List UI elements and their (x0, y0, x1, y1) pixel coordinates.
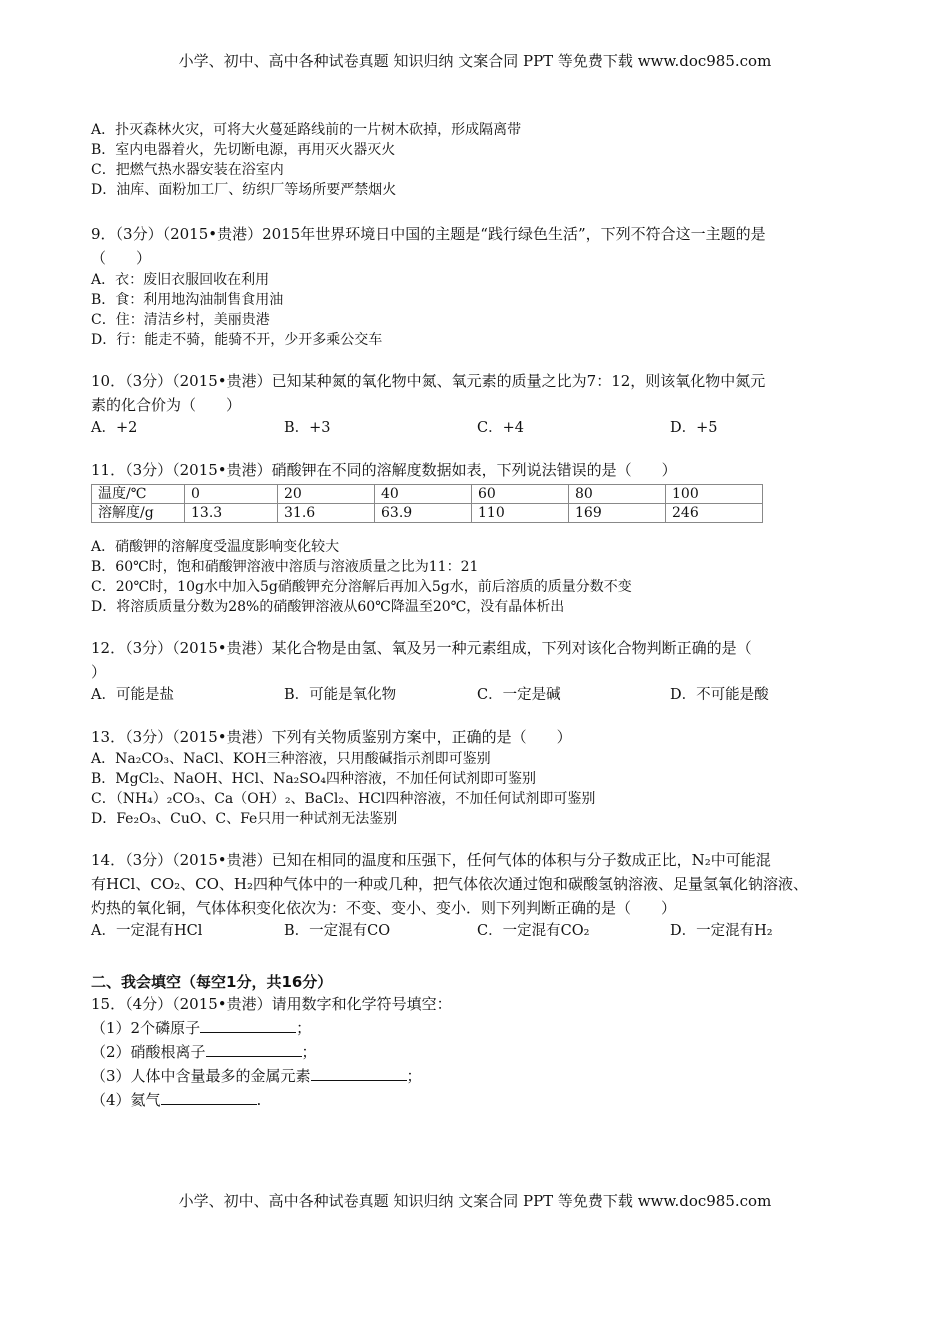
q10-option-b: B．+3 (284, 420, 331, 436)
q12-stem: 12．（3分）（2015•贵港）某化合物是由氢、氧及另一种元素组成，下列对该化合物判断正确的是（ (91, 639, 752, 657)
section-title: 二、我会填空（每空1分，共16分） (91, 973, 333, 991)
q11-option-a: A．硝酸钾的溶解度受温度影响变化较大 (91, 539, 340, 555)
q9-option-a: A．衣：废旧衣服回收在利用 (91, 272, 270, 288)
q15-item-label: （2）硝酸根离子 (91, 1043, 206, 1061)
table-cell: 169 (569, 504, 666, 523)
q15-item-label: （4）氦气 (91, 1091, 161, 1109)
q8-option-c: C．把燃气热水器安装在浴室内 (91, 162, 284, 178)
table-cell: 13.3 (185, 504, 278, 523)
table-cell: 31.6 (278, 504, 375, 523)
answer-blank[interactable] (311, 1066, 407, 1081)
question-11 (91, 458, 871, 617)
q8-option-a: A．扑灭森林火灾，可将大火蔓延路线前的一片树木砍掉，形成隔离带 (91, 122, 522, 138)
table-cell: 80 (569, 485, 666, 504)
q10-stem-cont: 素的化合价为（ ） (91, 396, 242, 414)
q9-option-c: C．住：清洁乡村，美丽贵港 (91, 312, 270, 328)
q9-option-b: B．食：利用地沟油制售食用油 (91, 292, 284, 308)
q11-option-c: C．20℃时，10g水中加入5g硝酸钾充分溶解后再加入5g水，前后溶质的质量分数不变 (91, 579, 632, 595)
question-13 (91, 725, 871, 829)
answer-blank[interactable] (161, 1090, 257, 1105)
q11-option-b: B．60℃时，饱和硝酸钾溶液中溶质与溶液质量之比为11：21 (91, 559, 479, 575)
q8-options (91, 120, 871, 200)
q14-option-b: B．一定混有CO (284, 923, 391, 939)
q15-item-1 (91, 1016, 871, 1040)
q10-option-c: C．+4 (477, 420, 524, 436)
q15-item-end: ； (301, 1043, 317, 1061)
table-cell: 溶解度/g (92, 504, 185, 523)
q15-item-label: （1）2个磷原子 (91, 1019, 201, 1037)
q14-option-d: D．一定混有H₂ (670, 923, 773, 939)
table-cell: 40 (375, 485, 472, 504)
answer-blank[interactable] (206, 1042, 302, 1057)
q8-option-b: B．室内电器着火，先切断电源，再用灭火器灭火 (91, 142, 396, 158)
page-footer: 小学、初中、高中各种试卷真题 知识归纳 文案合同 PPT 等免费下载 www.doc985.com (178, 1192, 772, 1210)
q15-item-end: . (256, 1091, 262, 1109)
q12-option-d: D．不可能是酸 (670, 687, 769, 703)
q14-stem: 14．（3分）（2015•贵港）已知在相同的温度和压强下，任何气体的体积与分子数成正比，N₂中可能混 (91, 851, 771, 869)
question-12 (91, 636, 871, 706)
q14-options (91, 920, 871, 942)
q11-option-d: D．将溶质质量分数为28%的硝酸钾溶液从60℃降温至20℃，没有晶体析出 (91, 599, 565, 615)
q11-stem: 11．（3分）（2015•贵港）硝酸钾在不同的溶解度数据如表，下列说法错误的是（ ） (91, 461, 677, 479)
q9-stem-cont: （ ） (91, 249, 152, 267)
q12-stem-cont: ） (91, 663, 107, 681)
q10-options (91, 417, 871, 439)
q15-item-end: ； (406, 1067, 422, 1085)
q13-option-d: D．Fe₂O₃、CuO、C、Fe只用一种试剂无法鉴别 (91, 811, 398, 827)
q12-option-c: C．一定是碱 (477, 687, 561, 703)
q13-option-b: B．MgCl₂、NaOH、HCl、Na₂SO₄四种溶液，不加任何试剂即可鉴别 (91, 771, 536, 787)
q13-stem: 13．（3分）（2015•贵港）下列有关物质鉴别方案中，正确的是（ ） (91, 728, 572, 746)
q10-option-a: A．+2 (91, 420, 138, 436)
q15-item-4 (91, 1088, 871, 1112)
q9-option-d: D．行：能走不骑，能骑不开，少开多乘公交车 (91, 332, 383, 348)
question-9 (91, 222, 871, 350)
q9-stem: 9．（3分）（2015•贵港）2015年世界环境日中国的主题是“践行绿色生活”，下列不符合这一主题的是 (91, 225, 766, 243)
q12-option-a: A．可能是盐 (91, 687, 174, 703)
q15-item-3 (91, 1064, 871, 1088)
table-cell: 110 (472, 504, 569, 523)
q13-option-c: C．（NH₄）₂CO₃、Ca（OH）₂、BaCl₂、HCl四种溶液，不加任何试剂即可鉴别 (91, 791, 596, 807)
table-cell: 100 (666, 485, 763, 504)
q14-option-a: A．一定混有HCl (91, 923, 203, 939)
q15-item-label: （3）人体中含量最多的金属元素 (91, 1067, 311, 1085)
table-cell: 63.9 (375, 504, 472, 523)
q15-item-2 (91, 1040, 871, 1064)
question-14 (91, 848, 871, 942)
q8-option-d: D．油库、面粉加工厂、纺织厂等场所要严禁烟火 (91, 182, 397, 198)
solubility-table (91, 484, 763, 523)
exam-content (91, 120, 871, 1112)
q15-item-end: ； (296, 1019, 312, 1037)
q15-stem: 15．（4分）（2015•贵港）请用数字和化学符号填空： (91, 995, 452, 1013)
table-cell: 温度/℃ (92, 485, 185, 504)
answer-blank[interactable] (200, 1018, 296, 1033)
q14-option-c: C．一定混有CO₂ (477, 923, 590, 939)
table-row-temperature (92, 485, 763, 504)
page-header: 小学、初中、高中各种试卷真题 知识归纳 文案合同 PPT 等免费下载 www.doc985.com (178, 52, 772, 70)
question-10 (91, 369, 871, 439)
q14-stem-cont-2: 灼热的氧化铜，气体体积变化依次为：不变、变小、变小．则下列判断正确的是（ ） (91, 899, 677, 917)
table-cell: 20 (278, 485, 375, 504)
q12-option-b: B．可能是氧化物 (284, 687, 397, 703)
q13-option-a: A．Na₂CO₃、NaCl、KOH三种溶液，只用酸碱指示剂即可鉴别 (91, 751, 491, 767)
table-cell: 0 (185, 485, 278, 504)
table-cell: 246 (666, 504, 763, 523)
q10-option-d: D．+5 (670, 420, 718, 436)
table-row-solubility (92, 504, 763, 523)
q12-options (91, 684, 871, 706)
q10-stem: 10．（3分）（2015•贵港）已知某种氮的氧化物中氮、氧元素的质量之比为7：12，则该氧化物中氮元 (91, 372, 766, 390)
table-cell: 60 (472, 485, 569, 504)
q14-stem-cont-1: 有HCl、CO₂、CO、H₂四种气体中的一种或几种，把气体依次通过饱和碳酸氢钠溶液、足量氢氧化钠溶液、 (91, 875, 809, 893)
